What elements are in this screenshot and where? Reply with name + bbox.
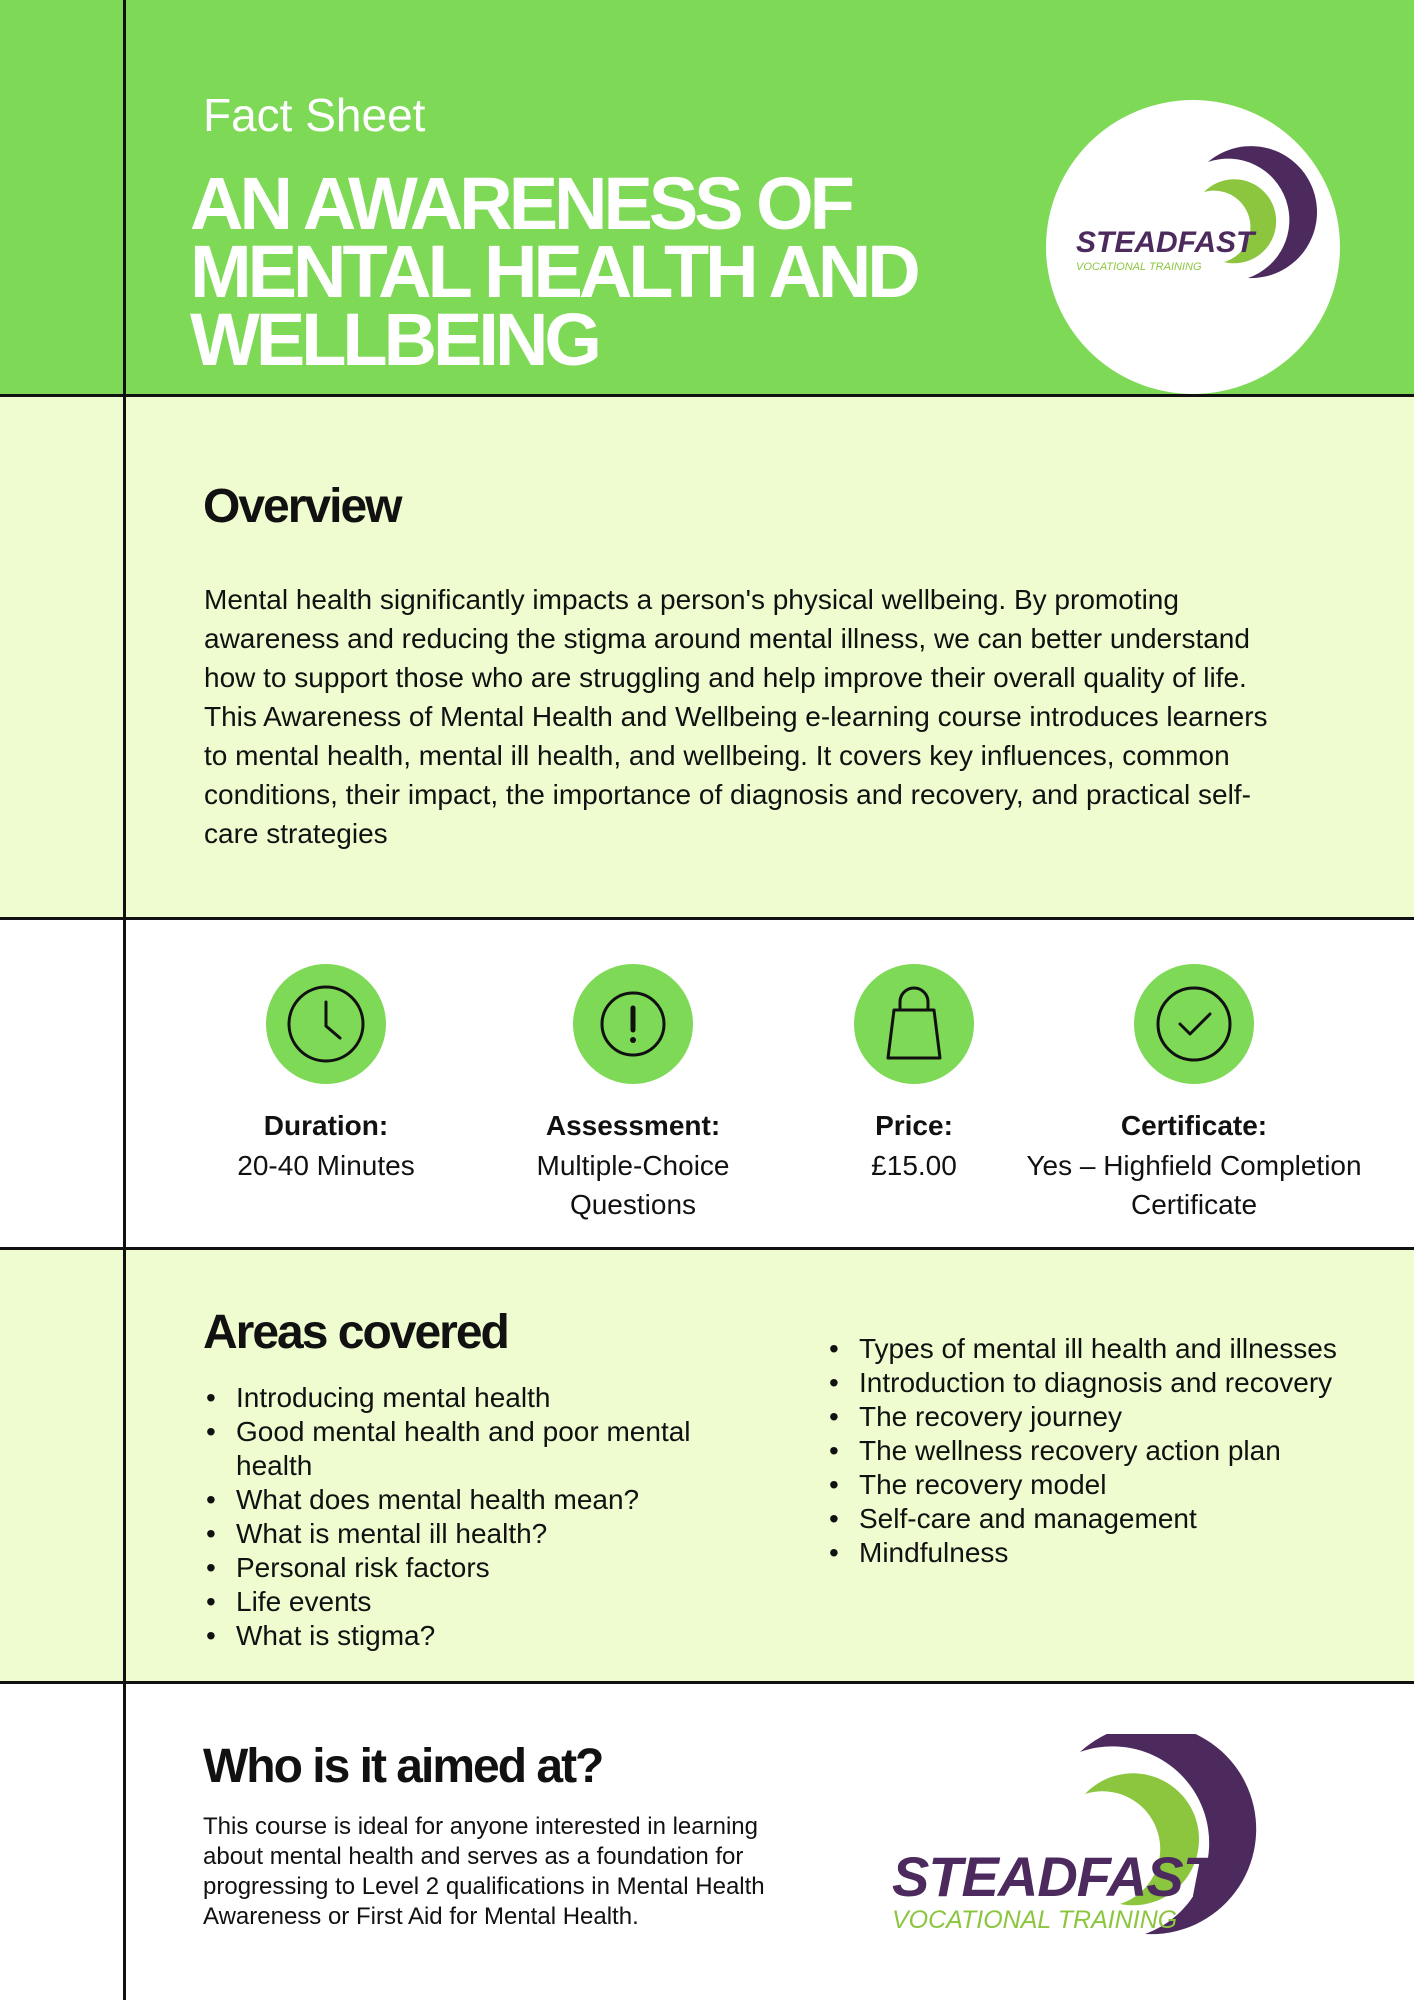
fact-certificate-value: Yes – Highfield Completion Certificate	[1026, 1150, 1362, 1220]
page-title: AN AWARENESS OF MENTAL HEALTH AND WELLBEING	[190, 162, 917, 381]
areas-covered-section	[0, 1247, 1414, 1684]
audience-heading: Who is it aimed at?	[203, 1740, 603, 1793]
footer-logo	[880, 1734, 1340, 1964]
fact-price-value: £15.00	[871, 1150, 957, 1181]
fact-duration-title: Duration:	[263, 1110, 389, 1141]
fact-sheet-label: Fact Sheet	[203, 89, 426, 141]
list-item: • Self-care and management	[859, 1502, 1389, 1536]
checkmark-icon	[1134, 964, 1254, 1084]
fact-assessment	[503, 964, 763, 1224]
fact-duration-value: 20-40 Minutes	[237, 1150, 415, 1181]
audience-body: This course is ideal for anyone interested in learning about mental health and serves as a foundation for progressing to Level 2 qualifications in Mental Health Awareness or First Aid for Mental Health.	[203, 1813, 765, 1930]
fact-certificate-title: Certificate:	[1120, 1110, 1268, 1141]
list-item: • Good mental health and poor mental health	[236, 1415, 756, 1483]
list-item: • The wellness recovery action plan	[859, 1434, 1389, 1468]
shopping-bag-icon	[854, 964, 974, 1084]
header-band	[0, 0, 1414, 394]
header-logo	[1046, 100, 1340, 394]
areas-list-left	[204, 1381, 756, 1653]
exclamation-icon	[573, 964, 693, 1084]
fact-price	[794, 964, 1034, 1185]
list-item: • What does mental health mean?	[236, 1483, 756, 1517]
list-item: • What is mental ill health?	[236, 1517, 756, 1551]
fact-assessment-value: Multiple-Choice Questions	[536, 1150, 730, 1220]
fact-price-title: Price:	[875, 1110, 953, 1141]
footer-logo-name: STEADFAST	[892, 1845, 1216, 1908]
list-item: • Types of mental ill health and illnesses	[859, 1332, 1389, 1366]
left-divider-line	[123, 0, 126, 2000]
list-item: • What is stigma?	[236, 1619, 756, 1653]
overview-body: Mental health significantly impacts a person's physical wellbeing. By promoting awareness and reducing the stigma around mental illness, we can better understand how to support those who are struggling and help improve their overall quality of life. This Awareness of Mental Health and Wellbeing e-learning course introduces learners to mental health, mental ill health, and wellbeing. It covers key influences, common conditions, their impact, the importance of diagnosis and recovery, and practical self-care strategies	[204, 584, 1268, 849]
areas-list-right	[827, 1332, 1389, 1570]
list-item: • The recovery model	[859, 1468, 1389, 1502]
course-facts-section	[0, 917, 1414, 1247]
list-item: • Introduction to diagnosis and recovery	[859, 1366, 1389, 1400]
header-logo-name: STEADFAST	[1076, 226, 1255, 259]
fact-certificate	[1024, 964, 1364, 1224]
audience-section	[0, 1684, 1414, 2000]
areas-heading: Areas covered	[203, 1306, 508, 1359]
footer-logo-sub: VOCATIONAL TRAINING	[892, 1906, 1178, 1934]
list-item: • Personal risk factors	[236, 1551, 756, 1585]
header-logo-sub: VOCATIONAL TRAINING	[1076, 261, 1202, 273]
fact-duration	[196, 964, 456, 1185]
list-item: • Introducing mental health	[236, 1381, 756, 1415]
overview-section	[0, 394, 1414, 917]
steadfast-swirl-icon	[1046, 100, 1340, 394]
clock-icon	[266, 964, 386, 1084]
overview-heading: Overview	[203, 480, 401, 533]
list-item: • Life events	[236, 1585, 756, 1619]
list-item: • Mindfulness	[859, 1536, 1389, 1570]
list-item: • The recovery journey	[859, 1400, 1389, 1434]
fact-assessment-title: Assessment:	[545, 1110, 721, 1141]
